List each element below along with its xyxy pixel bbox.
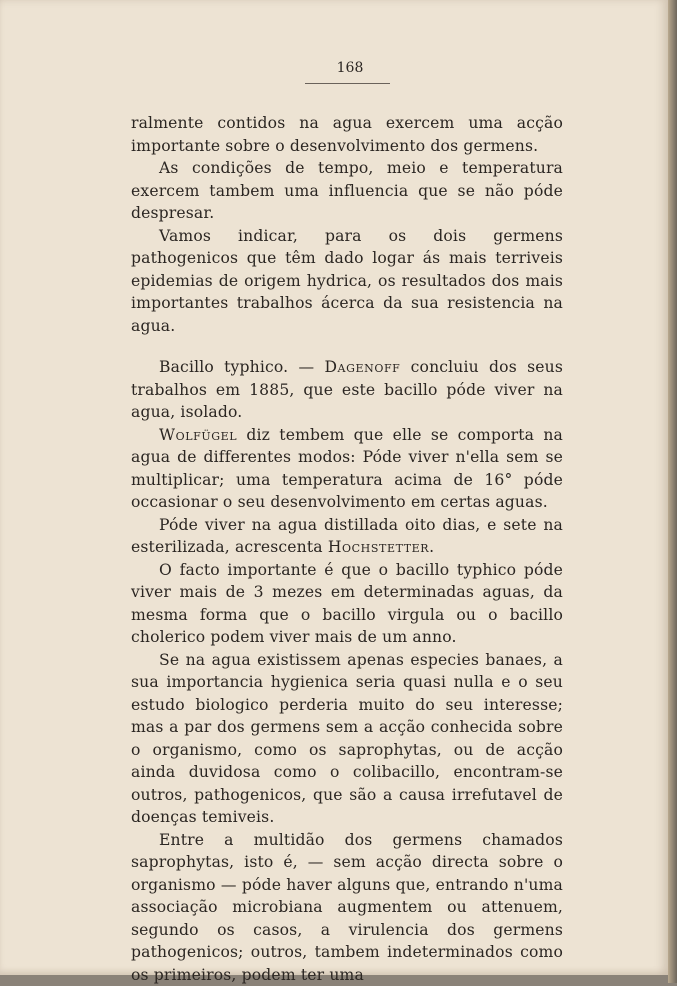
paragraph-distillada xyxy=(131,514,563,559)
paragraph-1: ralmente contidos na agua exercem uma acção importante sobre o desenvolvimento dos germens. xyxy=(131,112,563,157)
author-hochstetter: Hochstetter xyxy=(328,538,429,556)
section-label: Bacillo typhico. xyxy=(159,358,288,376)
author-wolfugel: Wolfügel xyxy=(159,426,237,444)
em-dash: — xyxy=(288,358,324,376)
paragraph-6: Entre a multidão dos germens chamados saprophytas, isto é, — sem acção directa sobre o organismo — póde haver alguns que, entrando n'uma associação microbiana augmentem ou attenuem, segundo os casos, a virulencia dos germens pathogenicos; outros, tambem indeterminados como os primeiros, podem ter uma xyxy=(131,829,563,986)
page-edge-shadow xyxy=(668,0,677,983)
paragraph-2: As condições de tempo, meio e temperatura exercem tambem uma influencia que se não póde despresar. xyxy=(131,157,563,225)
page-number: 168 xyxy=(0,60,677,76)
paragraph-text: diz tembem que elle se comporta na agua de differentes modos: Póde viver n'ella sem se multiplicar; uma temperatura acima de 16° póde occasionar o seu desenvolvimento em certas aguas. xyxy=(131,426,563,512)
paragraph-wolfugel xyxy=(131,424,563,514)
paragraph-4: O facto importante é que o bacillo typhico póde viver mais de 3 mezes em determinadas aguas, da mesma forma que o bacillo virgula ou o bacillo cholerico podem viver mais de um anno. xyxy=(131,559,563,649)
paragraph-5: Se na agua existissem apenas especies banaes, a sua importancia hygienica seria quasi nulla e o seu estudo biologico perderia muito do seu interesse; mas a par dos germens sem a acção conhecida sobre o organismo, como os saprophytas, ou de acção ainda duvidosa como o colibacillo, encontram-se outros, pathogenicos, que são a causa irrefutavel de doenças temiveis. xyxy=(131,649,563,829)
period: . xyxy=(429,538,434,556)
paragraph-text: concluiu dos seus trabalhos em 1885, que este bacillo póde viver na agua, isolado. xyxy=(131,358,563,421)
paragraph-text: Póde viver na agua distillada oito dias, e sete na esterilizada, acrescenta xyxy=(131,516,563,557)
header-rule xyxy=(305,83,390,84)
paragraph-bacillo-typhico xyxy=(131,356,563,424)
author-dagenoff: Dagenoff xyxy=(324,358,400,376)
body-text xyxy=(131,112,563,986)
paragraph-3: Vamos indicar, para os dois germens pathogenicos que têm dado logar ás mais terriveis epidemias de origem hydrica, os resultados dos mais importantes trabalhos ácerca da sua resistencia na agua. xyxy=(131,225,563,338)
